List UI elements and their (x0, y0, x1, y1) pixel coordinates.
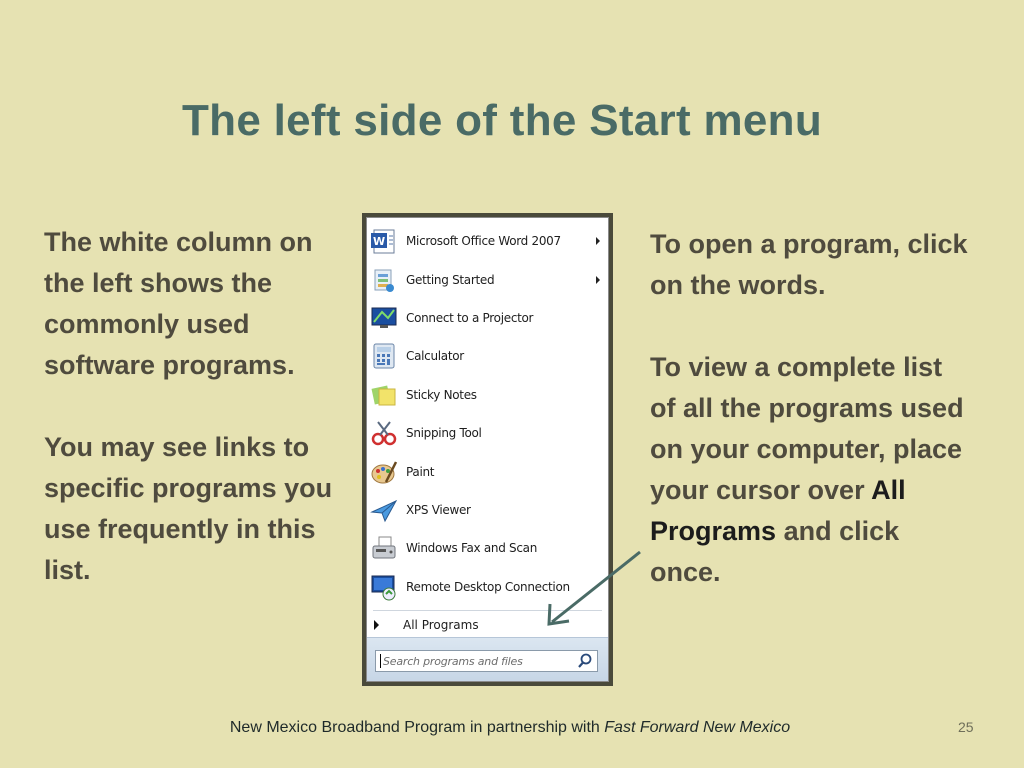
pointer-arrow (540, 548, 644, 628)
program-label: Windows Fax and Scan (406, 541, 538, 556)
footer-partner: Fast Forward New Mexico (604, 719, 791, 736)
program-label: Getting Started (406, 272, 495, 287)
svg-text:W: W (373, 235, 386, 249)
footer-main: New Mexico Broadband Program in partnership with (229, 719, 605, 736)
calculator-icon (369, 341, 399, 371)
program-label: Snipping Tool (406, 426, 482, 441)
snipping-tool-icon (369, 418, 399, 448)
program-item-getting-started[interactable] (367, 260, 608, 298)
footer (0, 719, 1024, 737)
right-paragraph-2 (650, 347, 970, 593)
all-programs-emphasis: All Programs (650, 475, 906, 546)
left-paragraph-1: The white column on the left shows the commonly used software programs. (44, 227, 313, 380)
program-label: Connect to a Projector (406, 310, 534, 325)
page-number: 25 (958, 719, 974, 735)
sticky-notes-icon (369, 380, 399, 410)
program-item-calculator[interactable] (367, 337, 608, 375)
program-item-sticky-notes[interactable] (367, 376, 608, 414)
search-bar-area (367, 637, 608, 681)
program-item-paint[interactable] (367, 452, 608, 490)
expand-arrow-icon (374, 620, 379, 630)
submenu-arrow-icon[interactable] (596, 276, 600, 284)
word-icon (369, 226, 399, 256)
paint-icon (369, 457, 399, 487)
all-programs-label: All Programs (403, 618, 479, 632)
right-paragraph-2-after: and click once. (650, 516, 900, 587)
right-text-block (650, 224, 970, 634)
program-label: Paint (406, 464, 435, 479)
program-label: Remote Desktop Connection (406, 579, 570, 594)
text-cursor (380, 654, 381, 668)
left-paragraph-2: You may see links to specific programs you use frequently in this list. (44, 432, 333, 585)
fax-scan-icon (369, 533, 399, 563)
program-label: XPS Viewer (406, 502, 471, 517)
slide-title: The left side of the Start menu (181, 96, 823, 145)
projector-icon (369, 303, 399, 333)
right-paragraph-2-before: To view a complete list of all the programs used on your computer, place your cursor over (650, 352, 964, 505)
remote-desktop-icon (369, 572, 399, 602)
search-placeholder: Search programs and files (383, 654, 523, 668)
search-icon[interactable] (576, 652, 594, 670)
program-label: Calculator (406, 349, 464, 364)
program-item-snipping-tool[interactable] (367, 414, 608, 452)
submenu-arrow-icon[interactable] (596, 237, 600, 245)
program-label: Sticky Notes (406, 387, 477, 402)
program-label: Microsoft Office Word 2007 (406, 234, 561, 249)
search-input[interactable] (375, 650, 598, 672)
program-item-xps-viewer[interactable] (367, 491, 608, 529)
program-item-word[interactable] (367, 222, 608, 260)
right-paragraph-1: To open a program, click on the words. (650, 229, 968, 300)
left-text-block (44, 222, 344, 632)
program-item-projector[interactable] (367, 299, 608, 337)
xps-viewer-icon (369, 495, 399, 525)
getting-started-icon (369, 265, 399, 295)
